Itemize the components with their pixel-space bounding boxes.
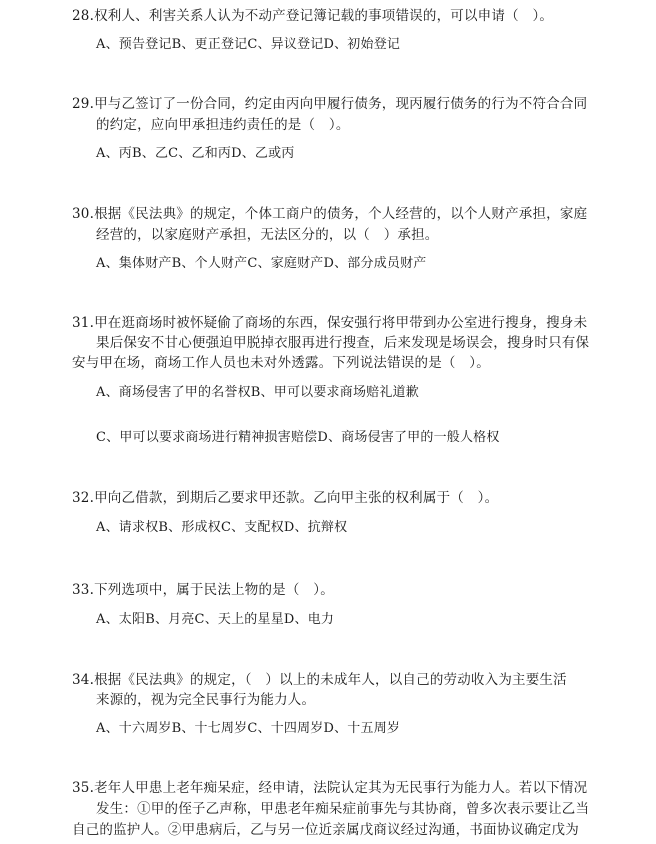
- question-text: 权利人、利害关系人认为不动产登记簿记载的事项错误的，可以申请（ ）。: [94, 8, 554, 24]
- question-text: 根据《民法典》的规定，（ ）以上的未成年人，以自己的劳动收入为主要生活: [94, 672, 567, 688]
- question-number: 34.: [72, 672, 95, 688]
- question-number: 31.: [72, 315, 95, 331]
- question-34-cont: 来源的，视为完全民事行为能力人。: [96, 692, 316, 708]
- question-31-cont-2: 安与甲在场，商场工作人员也未对外透露。下列说法错误的是（ ）。: [72, 355, 490, 371]
- question-text: 老年人甲患上老年痴呆症，经申请，法院认定其为无民事行为能力人。若以下情况: [94, 780, 588, 796]
- question-29-cont: 的约定，应向甲承担违约责任的是（ ）。: [96, 117, 350, 133]
- question-29: [72, 94, 587, 114]
- question-number: 35.: [72, 780, 95, 796]
- question-text: 下列选项中，属于民法上物的是（ ）。: [94, 582, 334, 598]
- question-text: 甲向乙借款，到期后乙要求甲还款。乙向甲主张的权利属于（ ）。: [94, 490, 499, 506]
- question-32: [72, 488, 498, 508]
- question-35-cont-2: 自己的监护人。②甲患病后，乙与另一位近亲属戊商议经过沟通，书面协议确定戊为: [72, 822, 579, 838]
- question-30-cont: 经营的，以家庭财产承担，无法区分的，以（ ）承担。: [96, 227, 439, 243]
- question-31-cont-1: 果后保安不甘心便强迫甲脱掉衣服再进行搜查，后来发现是场误会，搜身时只有保: [96, 335, 590, 351]
- question-33: [72, 580, 334, 600]
- question-35-cont-1: 发生：①甲的侄子乙声称，甲患老年痴呆症前事先与其协商，曾多次表示要让乙当: [96, 801, 590, 817]
- question-number: 30.: [72, 206, 95, 222]
- options-29: A、丙B、乙C、乙和丙D、乙或丙: [96, 146, 295, 161]
- options-32: A、请求权B、形成权C、支配权D、抗辩权: [96, 520, 348, 535]
- question-text: 甲与乙签订了一份合同，约定由丙向甲履行债务，现丙履行债务的行为不符合合同: [94, 96, 588, 112]
- question-31: [72, 313, 587, 333]
- question-text: 根据《民法典》的规定，个体工商户的债务，个人经营的，以个人财产承担，家庭: [94, 206, 588, 222]
- question-number: 28.: [72, 8, 95, 24]
- question-number: 32.: [72, 490, 95, 506]
- question-34: [72, 670, 567, 690]
- options-34: A、十六周岁B、十七周岁C、十四周岁D、十五周岁: [96, 721, 401, 736]
- options-31-c: C、甲可以要求商场进行精神损害赔偿D、商场侵害了甲的一般人格权: [96, 430, 500, 445]
- question-30: [72, 204, 587, 224]
- options-33: A、太阳B、月亮C、天上的星星D、电力: [96, 612, 335, 627]
- question-number: 33.: [72, 582, 95, 598]
- question-text: 甲在逛商场时被怀疑偷了商场的东西，保安强行将甲带到办公室进行搜身，搜身未: [94, 315, 588, 331]
- question-28: [72, 6, 553, 26]
- question-35: [72, 778, 587, 798]
- options-28: A、预告登记B、更正登记C、异议登记D、初始登记: [96, 37, 401, 52]
- question-number: 29.: [72, 96, 95, 112]
- options-30: A、集体财产B、个人财产C、家庭财产D、部分成员财产: [96, 256, 427, 271]
- options-31-a: A、商场侵害了甲的名誉权B、甲可以要求商场赔礼道歉: [96, 385, 419, 400]
